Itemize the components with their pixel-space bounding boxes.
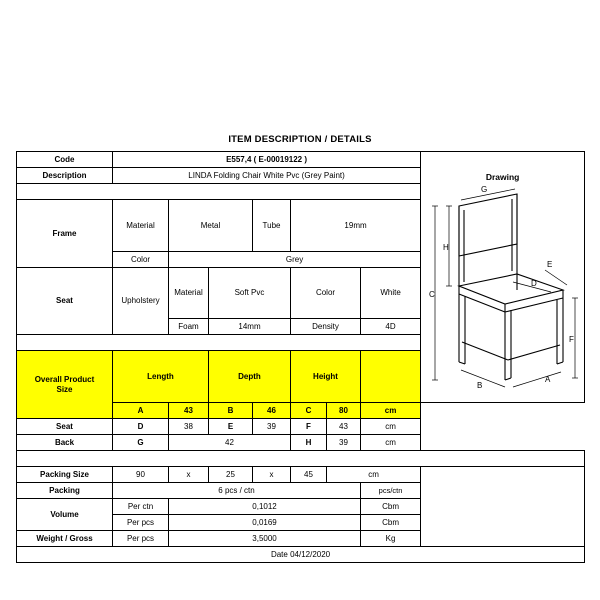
chair-drawing <box>421 182 585 402</box>
overall-header-unit <box>361 351 421 403</box>
dim-label-a: A <box>545 375 551 384</box>
code-value: E557,4 ( E-00019122 ) <box>113 152 421 168</box>
spacer-cell-3 <box>17 451 585 467</box>
page-title: ITEM DESCRIPTION / DETAILS <box>228 134 372 145</box>
overall-height-key: C <box>291 403 327 419</box>
dim-label-e: E <box>547 260 553 269</box>
frame-color-value: Grey <box>169 251 421 267</box>
table-row-seat-dims <box>17 419 585 435</box>
overall-depth-key: B <box>209 403 253 419</box>
seat-foam-label: Foam <box>169 319 209 335</box>
seat-material-value: Soft Pvc <box>209 267 291 319</box>
drawing-cell <box>421 152 585 403</box>
table-row-back-dims <box>17 435 585 451</box>
back-length-key: G <box>113 435 169 451</box>
overall-height-value: 80 <box>327 403 361 419</box>
overall-depth-label: Depth <box>209 351 291 403</box>
seat-label: Seat <box>17 267 113 335</box>
seat-density-label: Density <box>291 319 361 335</box>
frame-color-label: Color <box>113 251 169 267</box>
overall-length-label: Length <box>113 351 209 403</box>
seat-color-label: Color <box>291 267 361 319</box>
dim-label-g: G <box>481 185 488 194</box>
overall-unit: cm <box>361 403 421 419</box>
overall-depth-value: 46 <box>253 403 291 419</box>
dim-label-b: B <box>477 381 483 390</box>
weight-per-pcs-value: 3,5000 <box>169 531 361 547</box>
spec-table <box>16 151 585 563</box>
packing-size-width: 90 <box>113 467 169 483</box>
seat-dim-height-key: F <box>291 419 327 435</box>
overall-length-key: A <box>113 403 169 419</box>
frame-material-value: Metal <box>169 200 253 252</box>
overall-size-label-line2: Size <box>56 384 73 394</box>
frame-label: Frame <box>17 200 113 268</box>
packing-size-unit: cm <box>327 467 421 483</box>
volume-per-pcs-unit: Cbm <box>361 515 421 531</box>
volume-label: Volume <box>17 499 113 531</box>
dim-label-c: C <box>429 290 435 299</box>
packing-unit: pcs/ctn <box>361 483 421 499</box>
seat-color-value: White <box>361 267 421 319</box>
description-label: Description <box>17 168 113 184</box>
frame-material-label: Material <box>113 200 169 252</box>
spec-sheet <box>16 133 584 559</box>
drawing-cell-lower <box>421 467 585 547</box>
table-row-date <box>17 547 585 563</box>
back-length-value: 42 <box>169 435 291 451</box>
description-value: LINDA Folding Chair White Pvc (Grey Paint) <box>113 168 421 184</box>
packing-value: 6 pcs / ctn <box>113 483 361 499</box>
seat-dim-length-value: 38 <box>169 419 209 435</box>
packing-size-height: 45 <box>291 467 327 483</box>
table-row-code <box>17 152 585 168</box>
overall-length-value: 43 <box>169 403 209 419</box>
frame-tube-value: 19mm <box>291 200 421 252</box>
volume-per-pcs-label: Per pcs <box>113 515 169 531</box>
seat-dim-depth-key: E <box>209 419 253 435</box>
seat-foam-value: 14mm <box>209 319 291 335</box>
weight-per-pcs-label: Per pcs <box>113 531 169 547</box>
seat-dim-unit: cm <box>361 419 421 435</box>
overall-size-label-line1: Overall Product <box>34 375 95 385</box>
volume-per-pcs-value: 0,0169 <box>169 515 361 531</box>
packing-size-depth: 25 <box>209 467 253 483</box>
dim-label-f: F <box>569 335 574 344</box>
seat-density-value: 4D <box>361 319 421 335</box>
volume-per-ctn-value: 0,1012 <box>169 499 361 515</box>
drawing-label: Drawing <box>485 172 520 182</box>
volume-per-ctn-label: Per ctn <box>113 499 169 515</box>
spacer-cell <box>17 184 421 200</box>
seat-material-label: Material <box>169 267 209 319</box>
seat-dim-depth-value: 39 <box>253 419 291 435</box>
weight-unit: Kg <box>361 531 421 547</box>
spacer-cell-2 <box>17 335 421 351</box>
drawing-wrap <box>421 152 584 402</box>
packing-size-x1: x <box>169 467 209 483</box>
seat-upholstery-label: Upholstery <box>113 267 169 335</box>
table-row-spacer-3 <box>17 451 585 467</box>
date-value: Date 04/12/2020 <box>17 547 585 563</box>
seat-dim-length-key: D <box>113 419 169 435</box>
code-label: Code <box>17 152 113 168</box>
back-unit: cm <box>361 435 421 451</box>
back-label: Back <box>17 435 113 451</box>
weight-label: Weight / Gross <box>17 531 113 547</box>
back-height-key: H <box>291 435 327 451</box>
packing-label: Packing <box>17 483 113 499</box>
back-height-value: 39 <box>327 435 361 451</box>
dim-label-h: H <box>443 243 449 252</box>
frame-tube-label: Tube <box>253 200 291 252</box>
volume-per-ctn-unit: Cbm <box>361 499 421 515</box>
dim-label-d: D <box>531 279 537 288</box>
seat-dim-label: Seat <box>17 419 113 435</box>
overall-height-label: Height <box>291 351 361 403</box>
seat-dim-height-value: 43 <box>327 419 361 435</box>
packing-size-x2: x <box>253 467 291 483</box>
packing-size-label: Packing Size <box>17 467 113 483</box>
table-row-packing-size <box>17 467 585 483</box>
overall-size-label <box>17 351 113 419</box>
